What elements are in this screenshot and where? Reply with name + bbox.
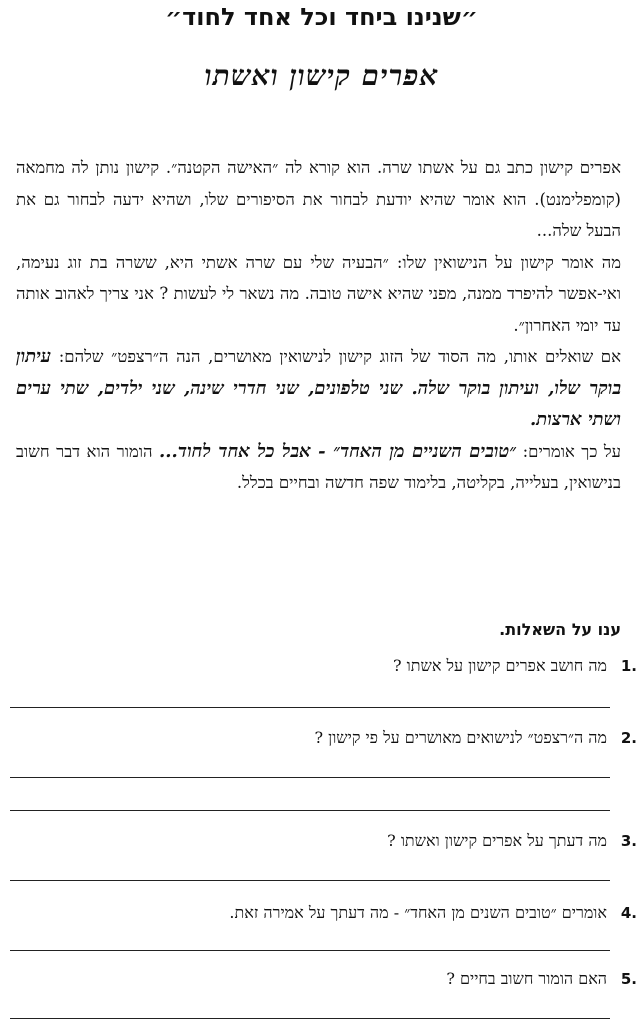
question-4 (17, 902, 637, 924)
answer-line-3[interactable] (10, 880, 610, 881)
question-5 (17, 968, 637, 990)
page-title: ״שנינו ביחד וכל אחד לחוד״ (165, 3, 478, 31)
humor-text: הומור הוא דבר חשוב בנישואין, בעלייה, בקליטה, בלימוד שפה חדשה ובחיים בכלל. (16, 441, 621, 492)
answer-line-2a[interactable] (10, 777, 610, 778)
question-2 (17, 727, 637, 749)
questions-heading: ענו על השאלות. (499, 620, 621, 639)
recipe-intro: אם שואלים אותו, מה הסוד של הזוג קישון לנישואין מאושרים, הנה ה״רצפט״ שלהם: (58, 347, 621, 366)
answer-line-2b[interactable] (10, 810, 610, 811)
question-3 (17, 830, 637, 852)
article-paragraph-1: אפרים קישון כתב גם על אשתו שרה. הוא קורא לה ״האישה הקטנה״. קישון נותן לה מחמאה (קומפלימנט). הוא אומר שהיא יודעת לבחור את הסיפורים שלו, ושהיא ידעה לבחור גם את הבעל שלה... (16, 158, 621, 240)
page-subtitle: אפרים קישון ואשתו (204, 59, 439, 92)
question-text: אומרים ״טובים השנים מן האחד״ - מה דעתך על אמירה זאת. (229, 903, 607, 922)
question-number: .1 (620, 657, 637, 675)
article-paragraph-2: מה אומר קישון על הנישואין שלו: ״הבעיה שלי עם שרה אשתי היא, ששרה בת זוג נעימה, ואי-אפשר להיפרד ממנה, מפני שהיא אישה טובה. מה נשאר לי לעשות ? אני צריך לאהוב אותה עד יומי האחרון״. (16, 252, 621, 335)
recipe-text: עיתון בוקר שלו, ועיתון בוקר שלה. שני טלפונים, שני חדרי שינה, שני ילדים, שתי ערים ושתי ארצות. (16, 346, 621, 430)
saying-quote: ״טובים השניים מן האחד״ - אבל כל אחד לחוד... (158, 440, 517, 462)
answer-line-1[interactable] (10, 707, 610, 708)
question-text: מה חושב אפרים קישון על אשתו ? (393, 656, 607, 675)
question-number: .4 (620, 904, 637, 922)
question-number: .2 (620, 729, 637, 747)
question-text: מה דעתך על אפרים קישון ואשתו ? (387, 831, 607, 850)
article-body (16, 152, 621, 499)
question-text: מה ה״רצפט״ לנישואים מאושרים על פי קישון ? (314, 728, 607, 747)
question-1 (17, 655, 637, 677)
question-text: האם הומור חשוב בחיים ? (446, 969, 607, 988)
saying-intro: על כך אומרים: (522, 441, 621, 461)
question-number: .5 (620, 970, 637, 988)
question-number: .3 (620, 832, 637, 850)
answer-line-4[interactable] (10, 950, 610, 951)
answer-line-5[interactable] (10, 1018, 610, 1019)
article-paragraph-3 (16, 341, 621, 436)
article-paragraph-4 (16, 436, 621, 499)
